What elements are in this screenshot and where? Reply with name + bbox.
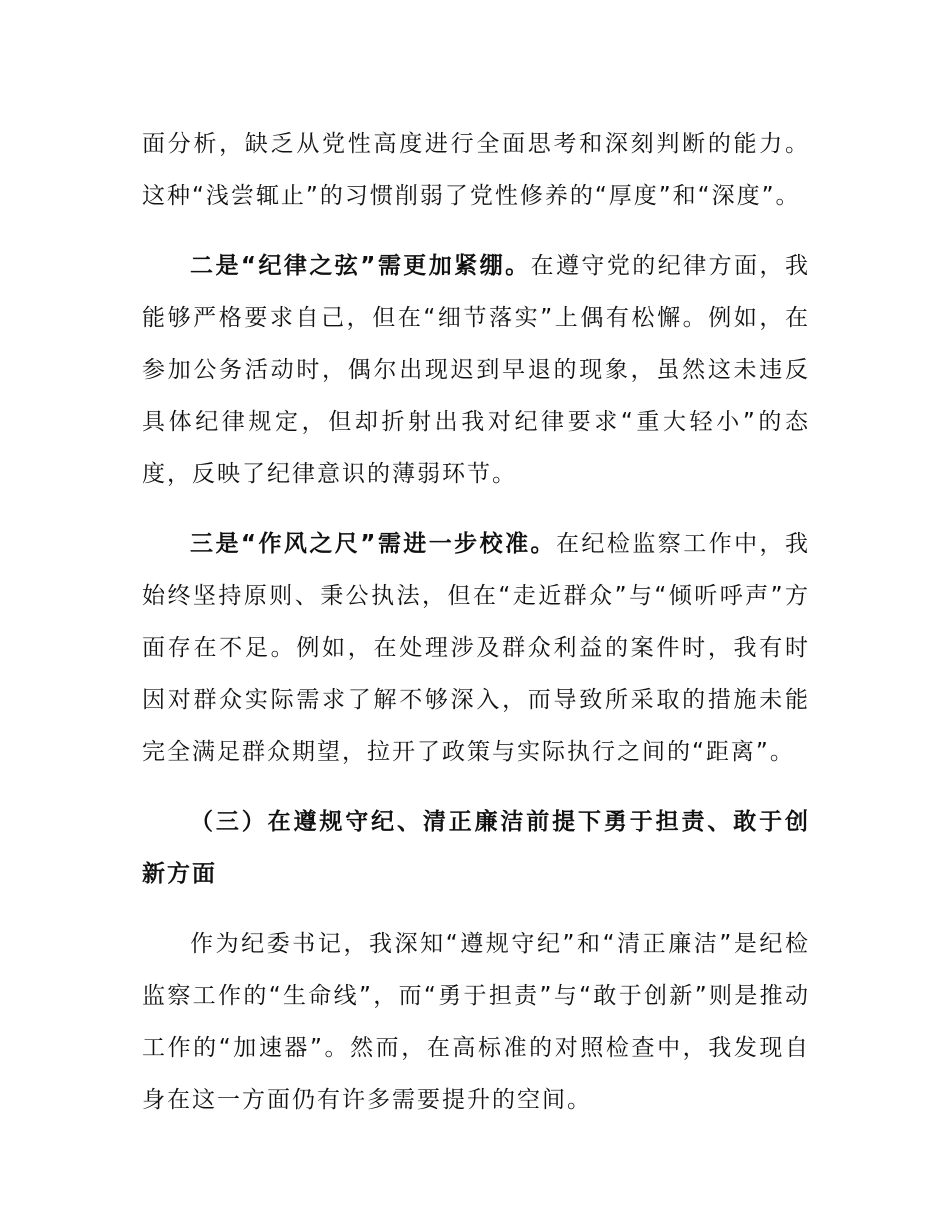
paragraph-text: 在纪检监察工作中，我始终坚持原则、秉公执法，但在“走近群众”与“倾听呼声”方面存在不足。例如，在处理涉及群众利益的案件时，我有时因对群众实际需求了解不够深入，而导致所采取的措施未能完全满足群众期望，拉开了政策与实际执行之间的“距离”。 — [142, 531, 811, 765]
document-page — [142, 118, 810, 1126]
paragraph-style — [142, 518, 810, 778]
paragraph-text: 面分析，缺乏从党性高度进行全面思考和深刻判断的能力。这种“浅尝辄止”的习惯削弱了党性修养的“厚度”和“深度”。 — [142, 131, 810, 209]
paragraph-intro — [142, 918, 810, 1126]
paragraph-text: 在遵守党的纪律方面，我能够严格要求自己，但在“细节落实”上偶有松懈。例如，在参加公务活动时，偶尔出现迟到早退的现象，虽然这未违反具体纪律规定，但却折射出我对纪律要求“重大轻小”的态度，反映了纪律意识的薄弱环节。 — [142, 253, 811, 487]
paragraph-discipline — [142, 240, 810, 500]
paragraph-lead: 二是“纪律之弦”需更加紧绷。 — [190, 253, 531, 279]
paragraph-text: 作为纪委书记，我深知“遵规守纪”和“清正廉洁”是纪检监察工作的“生命线”，而“勇于担责”与“敢于创新”则是推动工作的“加速器”。然而，在高标准的对照检查中，我发现自身在这一方面仍有许多需要提升的空间。 — [142, 931, 810, 1113]
section-heading — [142, 796, 810, 900]
paragraph-continuation — [142, 118, 810, 222]
paragraph-lead: 三是“作风之尺”需进一步校准。 — [190, 531, 556, 557]
section-heading-text: （三）在遵规守纪、清正廉洁前提下勇于担责、敢于创新方面 — [142, 809, 810, 887]
